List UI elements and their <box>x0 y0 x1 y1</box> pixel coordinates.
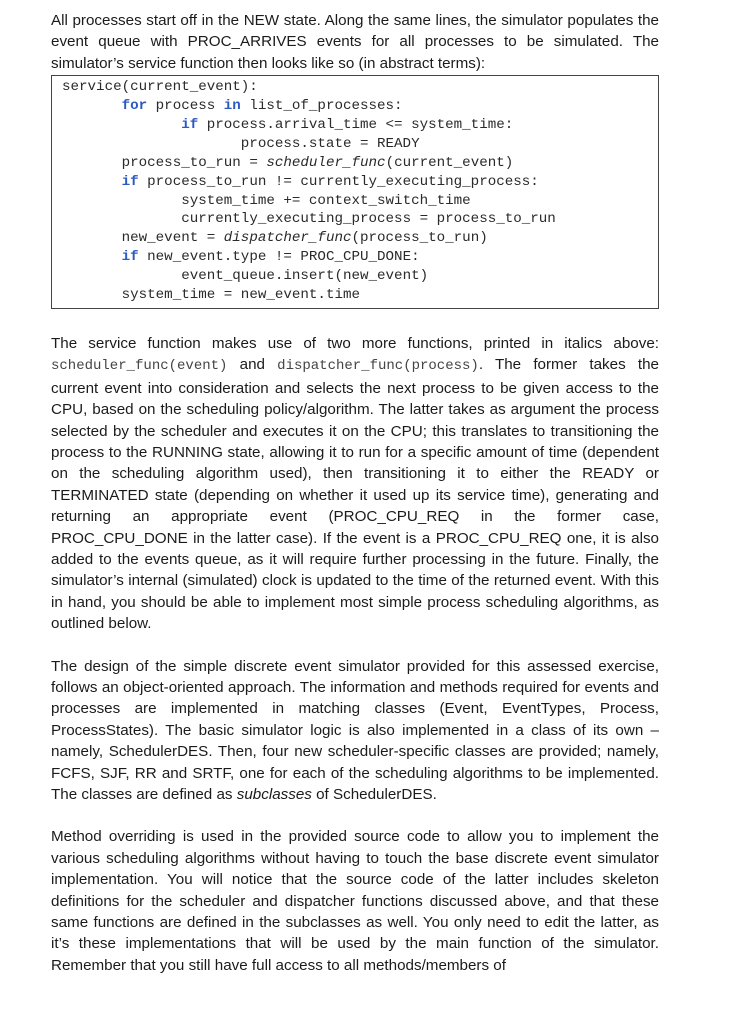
inline-code-scheduler-func: scheduler_func(event) <box>51 358 228 375</box>
inline-code-dispatcher-func: dispatcher_func(process) <box>277 358 479 375</box>
code-keyword: in <box>223 98 241 115</box>
design-paragraph <box>51 656 659 806</box>
intro-paragraph: All processes start off in the NEW state. Along the same lines, the simulator populates the event queue with PROC_ARRIVES events for all processes to be simulated. The simulator’s service function then looks like so (in abstract terms): <box>51 12 659 72</box>
service-function-paragraph <box>51 333 659 635</box>
code-text: new_event = <box>121 230 224 247</box>
code-line <box>62 173 658 192</box>
code-text: service(current_event): <box>62 79 258 96</box>
code-line <box>62 192 658 211</box>
code-text: (current_event) <box>385 154 514 171</box>
code-text: process.arrival_time <= system_time: <box>198 117 514 133</box>
code-italic-function: dispatcher_func <box>223 230 352 247</box>
code-line <box>62 248 658 267</box>
code-text: list_of_processes: <box>240 98 403 115</box>
code-line <box>62 154 658 173</box>
code-line <box>62 116 658 135</box>
code-block <box>51 75 659 309</box>
para2-lead: The service function makes use of two more functions, printed in italics above: <box>51 334 659 352</box>
para3-lead: The design of the simple discrete event simulator provided for this assessed exercise, follows an object-oriented approach. The information and methods required for events and processes are implemented in matching classes (Event, EventTypes, Process, ProcessStates). The basic simulator logic is also implemented in a class of its own – namely, SchedulerDES. Then, four new scheduler-specific classes are provided; namely, FCFS, SJF, RR and SRTF, one for each of the scheduling algorithms to be implemented. The classes are defined as <box>51 657 659 804</box>
code-text: process.state = READY <box>240 135 420 152</box>
code-line <box>62 97 658 116</box>
method-overriding-paragraph: Method overriding is used in the provided source code to allow you to implement the various scheduling algorithms without having to touch the base discrete event simulator implementation. You will notice that the source code of the latter includes skeleton definitions for the scheduler and dispatcher functions discussed above, and that these same functions are defined in the subclasses as well. You only need to edit the latter, as it’s these implementations that will be used by the main function of the simulator. Remember that you still have full access to all methods/members of <box>51 828 659 974</box>
code-line <box>62 286 658 305</box>
code-text: process_to_run != currently_executing_process: <box>138 173 539 190</box>
para2-and: and <box>227 356 278 374</box>
code-text: process <box>147 98 224 115</box>
code-text: event_queue.insert(new_event) <box>181 268 429 285</box>
code-line <box>62 135 658 154</box>
code-text: new_event.type != PROC_CPU_DONE: <box>138 249 420 266</box>
code-line <box>62 78 658 97</box>
code-line <box>62 267 658 286</box>
code-keyword: if <box>181 117 199 133</box>
code-text: (process_to_run) <box>351 230 488 247</box>
code-line <box>62 210 658 229</box>
para3-emphasis: subclasses <box>236 786 312 804</box>
code-keyword: if <box>121 173 139 190</box>
para2-rest: . The former takes the current event into consideration and selects the next process to be given access to the CPU, based on the scheduling policy/algorithm. The latter takes as argument the process selected by the scheduler and executes it on the CPU; this translates to transitioning the process to the RUNNING state, allowing it to run for a specific amount of time (dependent on the scheduling algorithm used), then transitioning it to either the READY or TERMINATED state (depending on whether it used up its service time), generating and returning an appropriate event (PROC_CPU_REQ in the former case, PROC_CPU_DONE in the latter case). If the event is a PROC_CPU_REQ one, it is also added to the events queue, as it will require further processing in the future. Finally, the simulator’s internal (simulated) clock is updated to the time of the returned event. With this in hand, you should be able to implement most simple process scheduling algorithms, as outlined below. <box>51 356 659 633</box>
code-keyword: if <box>121 249 139 266</box>
code-text: process_to_run = <box>121 154 267 171</box>
code-text: system_time += context_switch_time <box>181 192 471 209</box>
code-line <box>62 229 658 248</box>
para3-tail: of SchedulerDES. <box>311 786 437 804</box>
code-text: system_time = new_event.time <box>121 287 360 304</box>
code-text: currently_executing_process = process_to_run <box>181 211 556 228</box>
document-page <box>51 10 659 976</box>
code-keyword: for <box>121 98 148 115</box>
code-italic-function: scheduler_func <box>266 154 386 171</box>
